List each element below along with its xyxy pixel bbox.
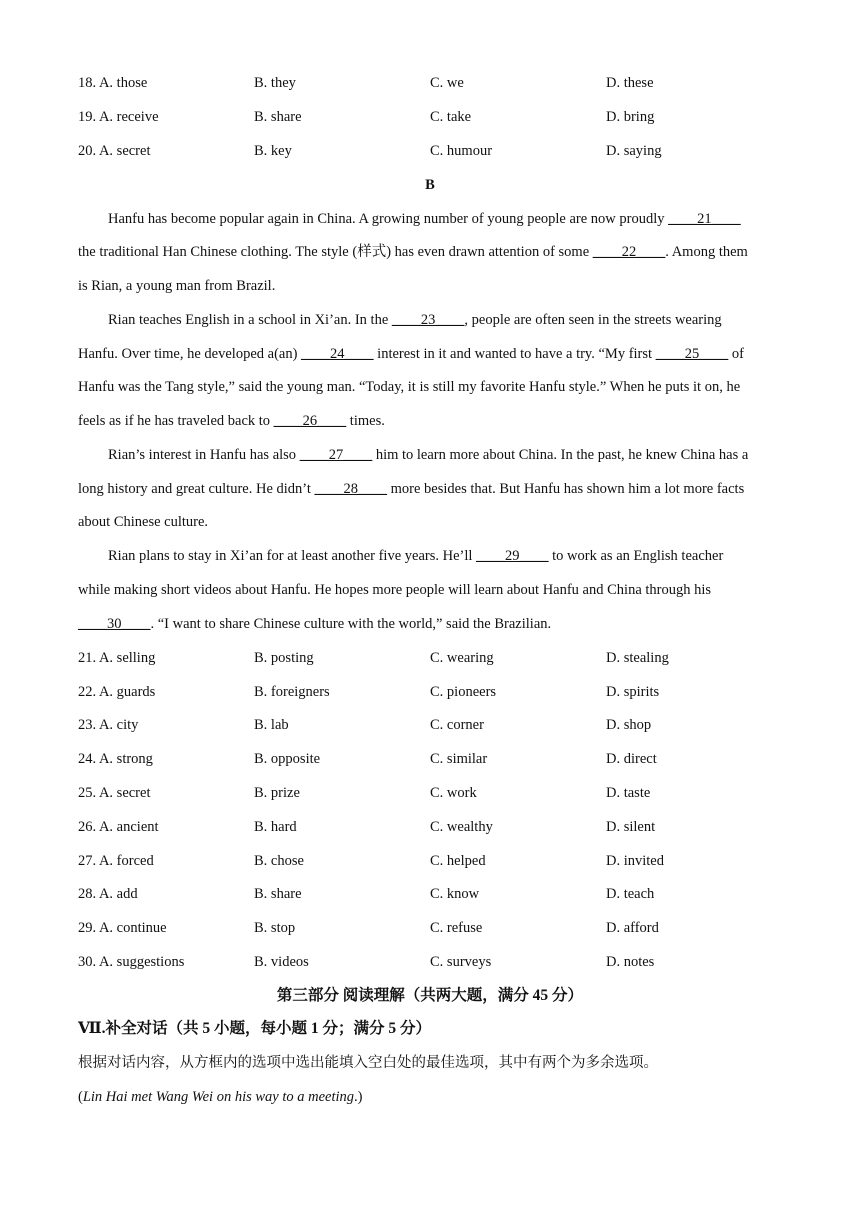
passage-text: more besides that. But Hanfu has shown him a lot more facts [387,481,745,497]
option-d: D. notes [606,954,655,970]
option-b: B. prize [254,785,300,801]
option-a: 19. A. receive [78,109,159,125]
option-b: B. foreigners [254,684,330,700]
option-d: D. stealing [606,650,669,666]
blank-29: ____29____ [476,548,549,564]
passage-line [78,343,744,365]
option-b: B. opposite [254,751,321,767]
passage-text: Rian plans to stay in Xi’an for at least another five years. He’ll [108,548,477,564]
option-a: 28. A. add [78,886,138,902]
option-d: D. invited [606,853,664,869]
option-c: C. humour [430,143,493,159]
option-d: D. direct [606,751,657,767]
passage-text: , people are often seen in the streets wearing [464,312,722,328]
passage-line [78,410,385,432]
option-c: C. take [430,109,472,125]
option-c: C. know [430,886,480,902]
option-d: D. afford [606,920,659,936]
blank-23: ____23____ [391,312,465,328]
blank-25: ____25____ [655,346,729,362]
option-a: 18. A. those [78,75,148,91]
option-d: D. saying [606,143,662,159]
passage-line [108,309,722,331]
blank-24: ____24____ [301,346,374,362]
blank-27: ____27____ [299,447,373,463]
option-a: 29. A. continue [78,920,167,936]
blank-26: ____26____ [273,413,347,429]
passage-text: of [728,346,744,362]
scene-paren-open: ( [78,1089,83,1105]
option-a: 21. A. selling [78,650,156,666]
blank-28: ____28____ [314,481,388,497]
passage-text: Hanfu has become popular again in China. A growing number of young people are now proudly [108,211,669,227]
option-c: C. we [430,75,464,91]
option-b: B. they [254,75,296,91]
option-c: C. surveys [430,954,492,970]
passage-text: Rian teaches English in a school in Xi’an. In the [108,312,392,328]
option-b: B. posting [254,650,314,666]
passage-text: him to learn more about China. In the past, he knew China has a [372,447,749,463]
option-c: C. similar [430,751,488,767]
option-d: D. spirits [606,684,660,700]
passage-line [108,208,741,230]
option-b: B. key [254,143,292,159]
option-c: C. helped [430,853,486,869]
option-c: C. pioneers [430,684,497,700]
option-a: 27. A. forced [78,853,154,869]
passage-line [78,241,748,263]
passage-text: times. [346,413,385,429]
passage-text: . Among them [665,244,748,260]
option-c: C. corner [430,717,484,733]
option-b: B. share [254,109,302,125]
part-three-title: 第三部分 阅读理解（共两大题，满分 45 分） [276,987,584,1004]
passage-text: long history and great culture. He didn’t [78,481,315,497]
option-c: C. work [430,785,477,801]
option-d: D. shop [606,717,652,733]
blank-30: ____30____ [78,616,151,632]
option-d: D. taste [606,785,651,801]
passage-line [78,478,744,500]
passage-line: Hanfu was the Tang style,” said the young man. “Today, it is still my favorite Hanfu style.” When he puts it on, he [78,379,741,395]
passage-line: while making short videos about Hanfu. He hopes more people will learn about Hanfu and China through his [78,582,712,598]
option-c: C. wearing [430,650,494,666]
blank-21: ____21____ [668,211,741,227]
passage-text: . “I want to share Chinese culture with the world,” said the Brazilian. [150,616,552,632]
passage-line: is Rian, a young man from Brazil. [78,278,276,294]
option-b: B. lab [254,717,289,733]
passage-text: Rian’s interest in Hanfu has also [108,447,300,463]
blank-22: ____22____ [592,244,666,260]
scene-text: Lin Hai met Wang Wei on his way to a meeting [82,1089,355,1105]
section-b-heading: B [425,177,435,193]
option-a: 23. A. city [78,717,139,733]
passage-text: Hanfu. Over time, he developed a(an) [78,346,302,362]
option-b: B. stop [254,920,296,936]
passage-text: interest in it and wanted to have a try. “My first [373,346,656,362]
passage-text: to work as an English teacher [548,548,724,564]
option-b: B. chose [254,853,304,869]
option-b: B. videos [254,954,309,970]
option-a: 20. A. secret [78,143,151,159]
option-c: C. wealthy [430,819,493,835]
option-b: B. share [254,886,302,902]
scene-paren-close: .) [354,1089,363,1105]
option-a: 24. A. strong [78,751,153,767]
passage-line [108,545,723,567]
option-d: D. bring [606,109,655,125]
option-a: 25. A. secret [78,785,151,801]
passage-text: the traditional Han Chinese clothing. The style (样式) has even drawn attention of some [78,244,593,260]
dialogue-scene-note [78,1086,363,1108]
passage-line: about Chinese culture. [78,514,209,530]
option-d: D. silent [606,819,656,835]
option-d: D. teach [606,886,655,902]
option-b: B. hard [254,819,297,835]
option-c: C. refuse [430,920,483,936]
option-a: 30. A. suggestions [78,954,185,970]
option-d: D. these [606,75,654,91]
instruction-text: 根据对话内容，从方框内的选项中选出能填入空白处的最佳选项，其中有两个为多余选项。 [78,1055,658,1071]
passage-line [108,444,748,466]
option-a: 26. A. ancient [78,819,159,835]
section-vii-title: Ⅶ.补全对话（共 5 小题，每小题 1 分；满分 5 分） [78,1020,432,1037]
passage-text: feels as if he has traveled back to [78,413,274,429]
passage-line [78,613,551,635]
option-a: 22. A. guards [78,684,156,700]
